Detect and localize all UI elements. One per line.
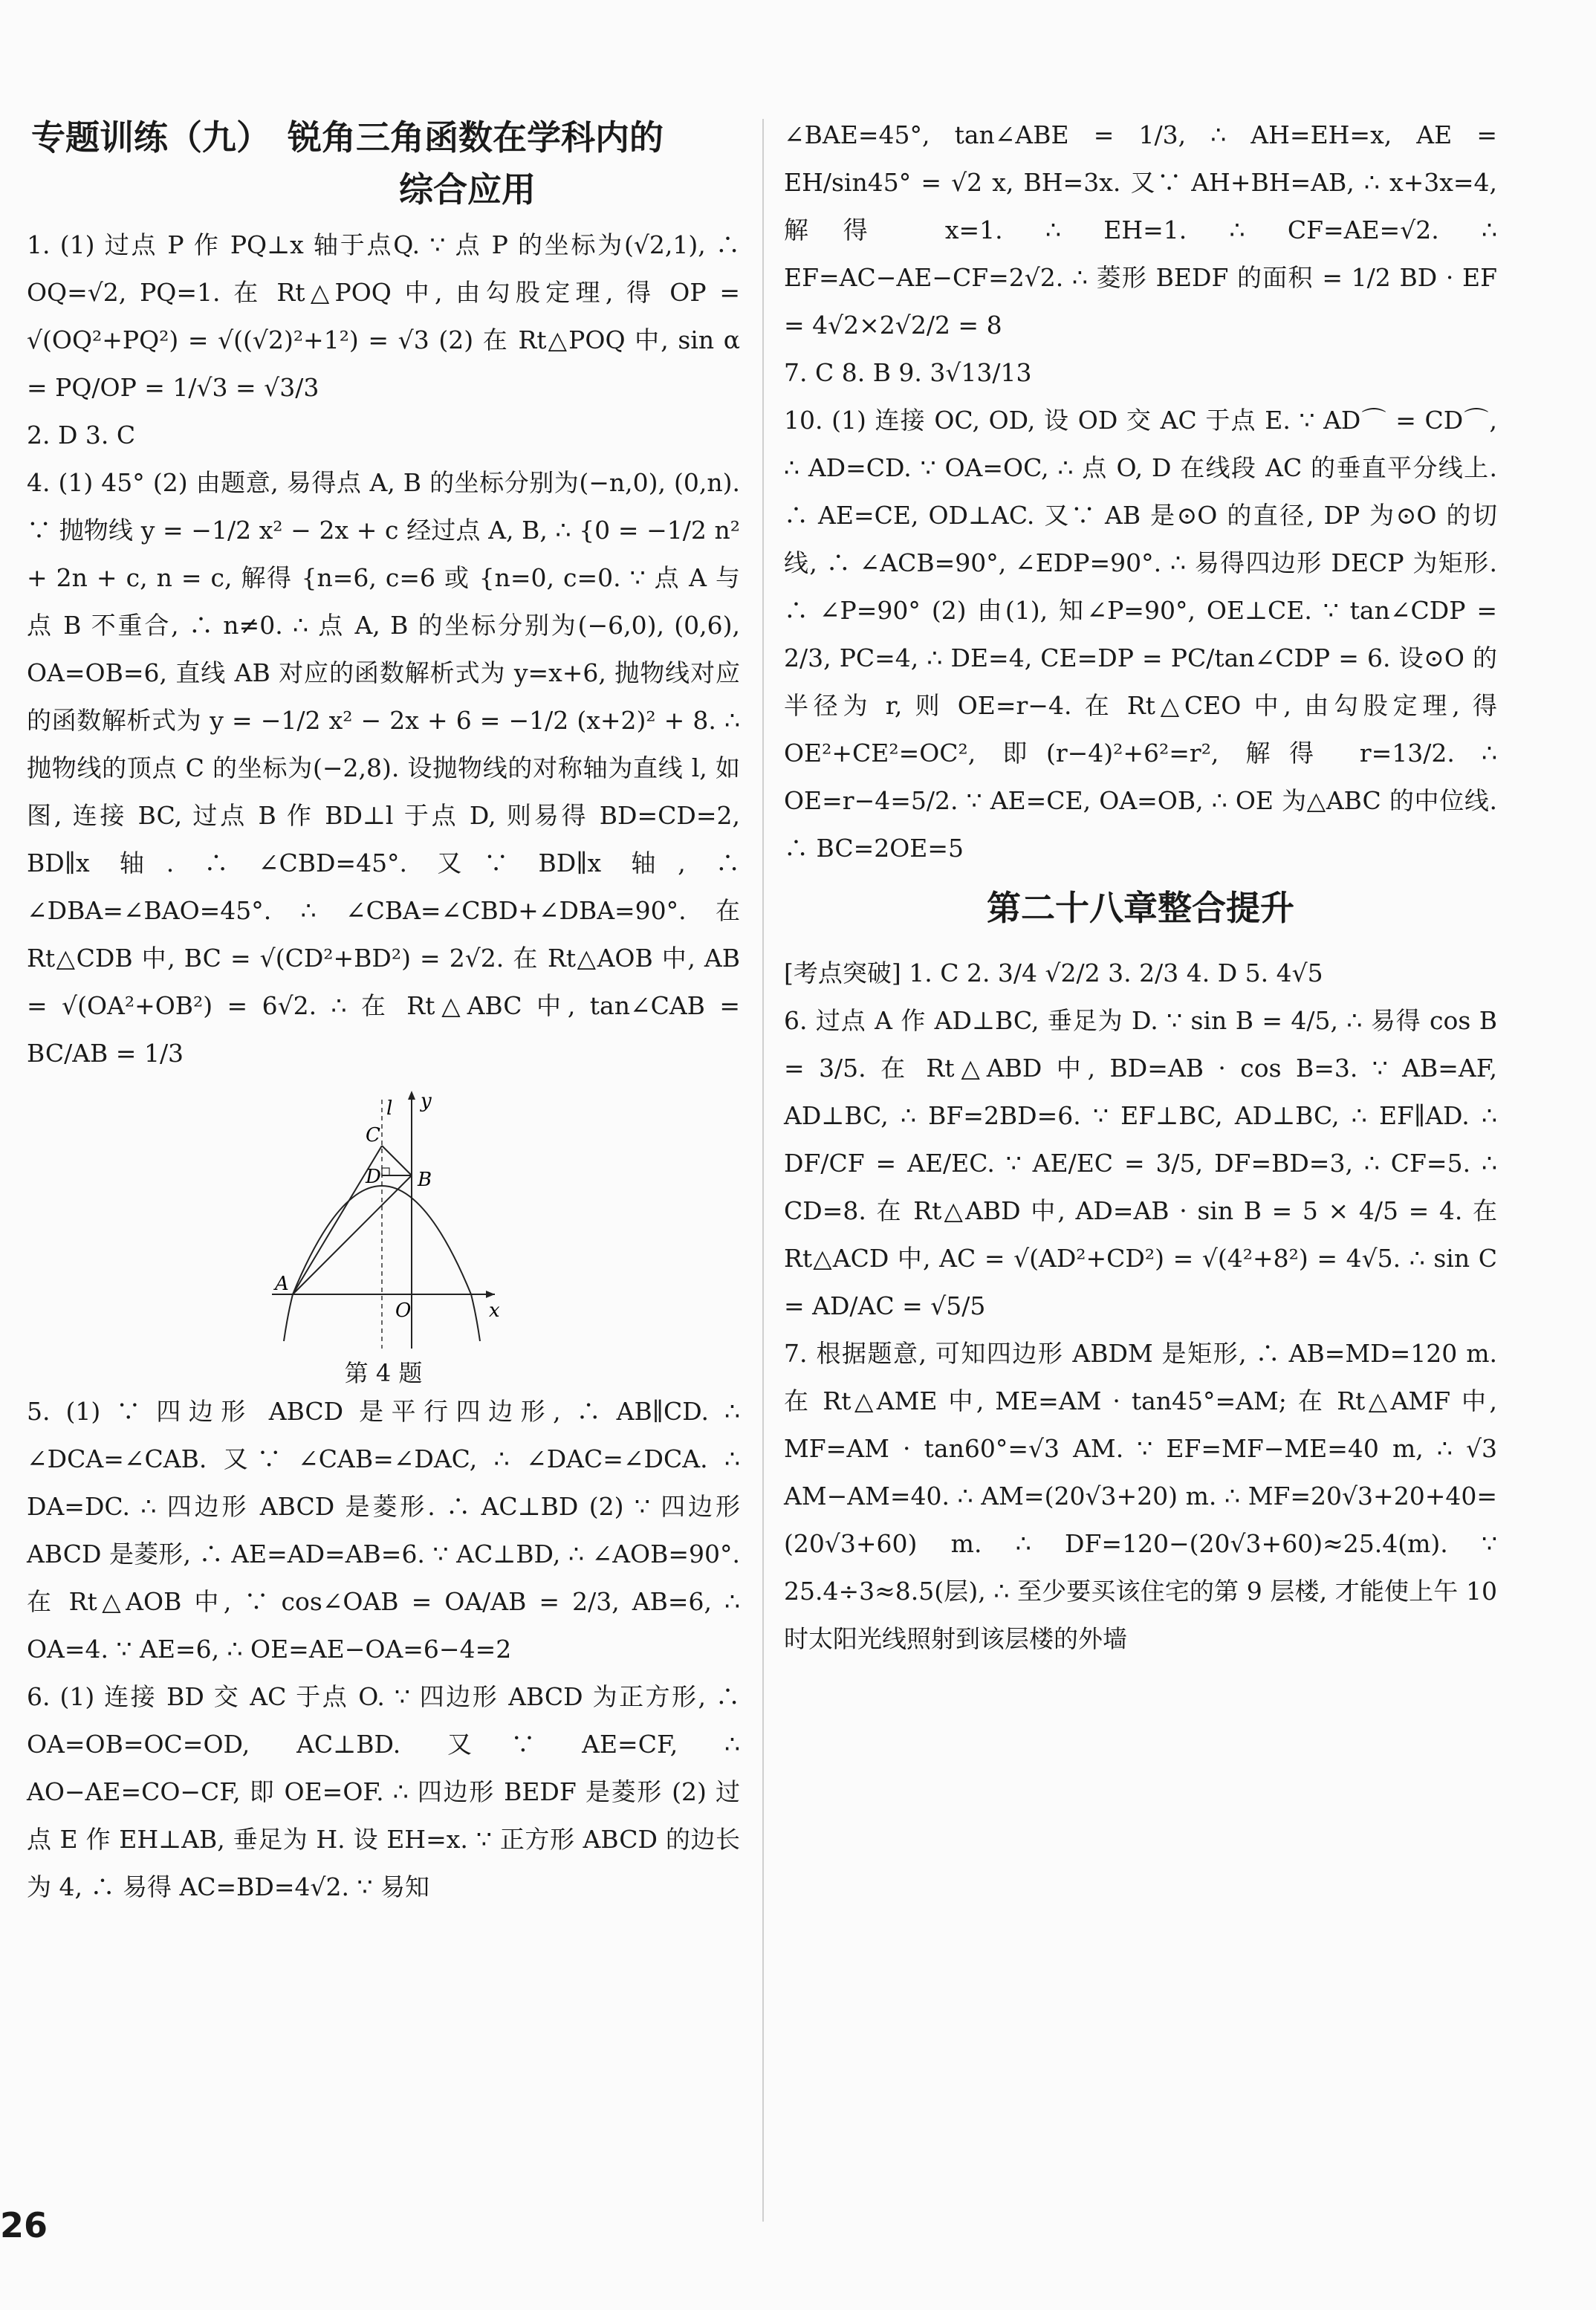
x-axis-arrow	[486, 1291, 495, 1298]
answer-6: 6. (1) 连接 BD 交 AC 于点 O. ∵ 四边形 ABCD 为正方形, ∴ OA=OB=OC=OD, AC⊥BD. 又∵ AE=CF, ∴ AO−AE=CO−CF, 即 OE=OF. ∴ 四边形 BEDF 是菱形 (2) 过点 E 作 EH⊥AB, 垂足为 H. 设 EH=x. ∵ 正方形 ABCD 的边长为 4, ∴ 易得 AC=BD=4√2. ∵ 易知	[27, 1682, 740, 1901]
parabola-diagram	[257, 1085, 510, 1352]
label-d: D	[366, 1166, 381, 1188]
segment-cb	[382, 1146, 412, 1175]
figure-4	[257, 1085, 510, 1352]
label-x: x	[489, 1300, 500, 1322]
parabola-tail-right	[471, 1294, 480, 1341]
section-title	[27, 111, 740, 215]
answer-2-3: 2. D 3. C	[27, 421, 136, 450]
y-axis-arrow	[408, 1091, 415, 1100]
column-divider	[762, 119, 764, 2222]
right-column	[784, 111, 1497, 1663]
left-column	[27, 111, 740, 1911]
chapter-answer-6: 6. 过点 A 作 AD⊥BC, 垂足为 D. ∵ sin B = 4/5, ∴ 易得 cos B = 3/5. 在 Rt△ABD 中, BD=AB · cos B=3. ∵ AB=AF, AD⊥BC, ∴ BF=2BD=6. ∵ EF⊥BC, AD⊥BC, ∴ EF∥AD. ∴ DF/CF = AE/EC. ∵ AE/EC = 3/5, DF=BD=3, ∴ CF=5. ∴ CD=8. 在 Rt△ABD 中, AD=AB · sin B = 5 × 4/5 = 4. 在 Rt△ACD 中, AC = √(AD²+CD²) = √(4²+8²) = 4√5. ∴ sin C = AD/AC = √5/5	[784, 1006, 1497, 1320]
answer-5: 5. (1) ∵ 四边形 ABCD 是平行四边形, ∴ AB∥CD. ∴ ∠DCA=∠CAB. 又∵ ∠CAB=∠DAC, ∴ ∠DAC=∠DCA. ∴ DA=DC. ∴ 四边形 ABCD 是菱形. ∴ AC⊥BD (2) ∵ 四边形 ABCD 是菱形, ∴ AE=AD=AB=6. ∵ AC⊥BD, ∴ ∠AOB=90°. 在 Rt△AOB 中, ∵ cos∠OAB = OA/AB = 2/3, AB=6, ∴ OA=4. ∵ AE=6, ∴ OE=AE−OA=6−4=2	[27, 1397, 740, 1664]
parabola-tail-left	[284, 1294, 293, 1341]
breakthrough-answers: [考点突破] 1. C 2. 3/4 √2/2 3. 2/3 4. D 5. 4√5	[784, 958, 1323, 987]
page-number: 26	[0, 2205, 48, 2245]
right-angle-mark	[382, 1168, 389, 1175]
label-y: y	[421, 1090, 432, 1112]
label-a: A	[275, 1273, 289, 1295]
label-o: O	[395, 1300, 412, 1322]
answer-7-9: 7. C 8. B 9. 3√13/13	[784, 358, 1032, 387]
section-title-line1: 专题训练（九） 锐角三角函数在学科内的	[31, 117, 664, 158]
label-l: l	[386, 1097, 393, 1120]
section-title-line2: 综合应用	[399, 169, 536, 210]
answer-6-continued: ∠BAE=45°, tan∠ABE = 1/3, ∴ AH=EH=x, AE = EH/sin45° = √2 x, BH=3x. 又∵ AH+BH=AB, ∴ x+3x=4, 解得 x=1. ∴ EH=1. ∴ CF=AE=√2. ∴ EF=AC−AE−CF=2√2. ∴ 菱形 BEDF 的面积 = 1/2 BD · EF = 4√2×2√2/2 = 8	[784, 120, 1497, 340]
chapter-title: 第二十八章整合提升	[987, 888, 1294, 928]
answer-10: 10. (1) 连接 OC, OD, 设 OD 交 AC 于点 E. ∵ AD⌒ = CD⌒, ∴ AD=CD. ∵ OA=OC, ∴ 点 O, D 在线段 AC 的垂直平分线上. ∴ AE=CE, OD⊥AC. 又∵ AB 是⊙O 的直径, DP 为⊙O 的切线, ∴ ∠ACB=90°, ∠EDP=90°. ∴ 易得四边形 DECP 为矩形. ∴ ∠P=90° (2) 由(1), 知∠P=90°, OE⊥CE. ∵ tan∠CDP = 2/3, PC=4, ∴ DE=4, CE=DP = PC/tan∠CDP = 6. 设⊙O 的半径为 r, 则 OE=r−4. 在 Rt△CEO 中, 由勾股定理, 得 OE²+CE²=OC², 即(r−4)²+6²=r², 解得 r=13/2. ∴ OE=r−4=5/2. ∵ AE=CE, OA=OB, ∴ OE 为△ABC 的中位线. ∴ BC=2OE=5	[784, 406, 1497, 863]
label-c: C	[366, 1124, 380, 1146]
answer-4: 4. (1) 45° (2) 由题意, 易得点 A, B 的坐标分别为(−n,0), (0,n). ∵ 抛物线 y = −1/2 x² − 2x + c 经过点 A, B, ∴ {0 = −1/2 n² + 2n + c, n = c, 解得 {n=6, c=6 或 {n=0, c=0. ∵ 点 A 与点 B 不重合, ∴ n≠0. ∴ 点 A, B 的坐标分别为(−6,0), (0,6), OA=OB=6, 直线 AB 对应的函数解析式为 y=x+6, 抛物线对应的函数解析式为 y = −1/2 x² − 2x + 6 = −1/2 (x+2)² + 8. ∴ 抛物线的顶点 C 的坐标为(−2,8). 设抛物线的对称轴为直线 l, 如图, 连接 BC, 过点 B 作 BD⊥l 于点 D, 则易得 BD=CD=2, BD∥x 轴. ∴ ∠CBD=45°. 又∵ BD∥x 轴, ∴ ∠DBA=∠BAO=45°. ∴ ∠CBA=∠CBD+∠DBA=90°. 在 Rt△CDB 中, BC = √(CD²+BD²) = 2√2. 在 Rt△AOB 中, AB = √(OA²+OB²) = 6√2. ∴ 在 Rt△ABC 中, tan∠CAB = BC/AB = 1/3	[27, 468, 740, 1068]
chapter-answer-7: 7. 根据题意, 可知四边形 ABDM 是矩形, ∴ AB=MD=120 m. 在 Rt△AME 中, ME=AM · tan45°=AM; 在 Rt△AMF 中, MF=AM · tan60°=√3 AM. ∵ EF=MF−ME=40 m, ∴ √3 AM−AM=40. ∴ AM=(20√3+20) m. ∴ MF=20√3+20+40=(20√3+60) m. ∴ DF=120−(20√3+60)≈25.4(m). ∵ 25.4÷3≈8.5(层), ∴ 至少要买该住宅的第 9 层楼, 才能使上午 10 时太阳光线照射到该层楼的外墙	[784, 1339, 1497, 1653]
figure-caption: 第 4 题	[344, 1359, 423, 1387]
label-b: B	[418, 1169, 432, 1191]
answer-1: 1. (1) 过点 P 作 PQ⊥x 轴于点Q. ∵ 点 P 的坐标为(√2,1), ∴ OQ=√2, PQ=1. 在 Rt△POQ 中, 由勾股定理, 得 OP = √(OQ²+PQ²) = √((√2)²+1²) = √3 (2) 在 Rt△POQ 中, sin α = PQ/OP = 1/√3 = √3/3	[27, 230, 740, 402]
segment-ab	[293, 1175, 412, 1294]
